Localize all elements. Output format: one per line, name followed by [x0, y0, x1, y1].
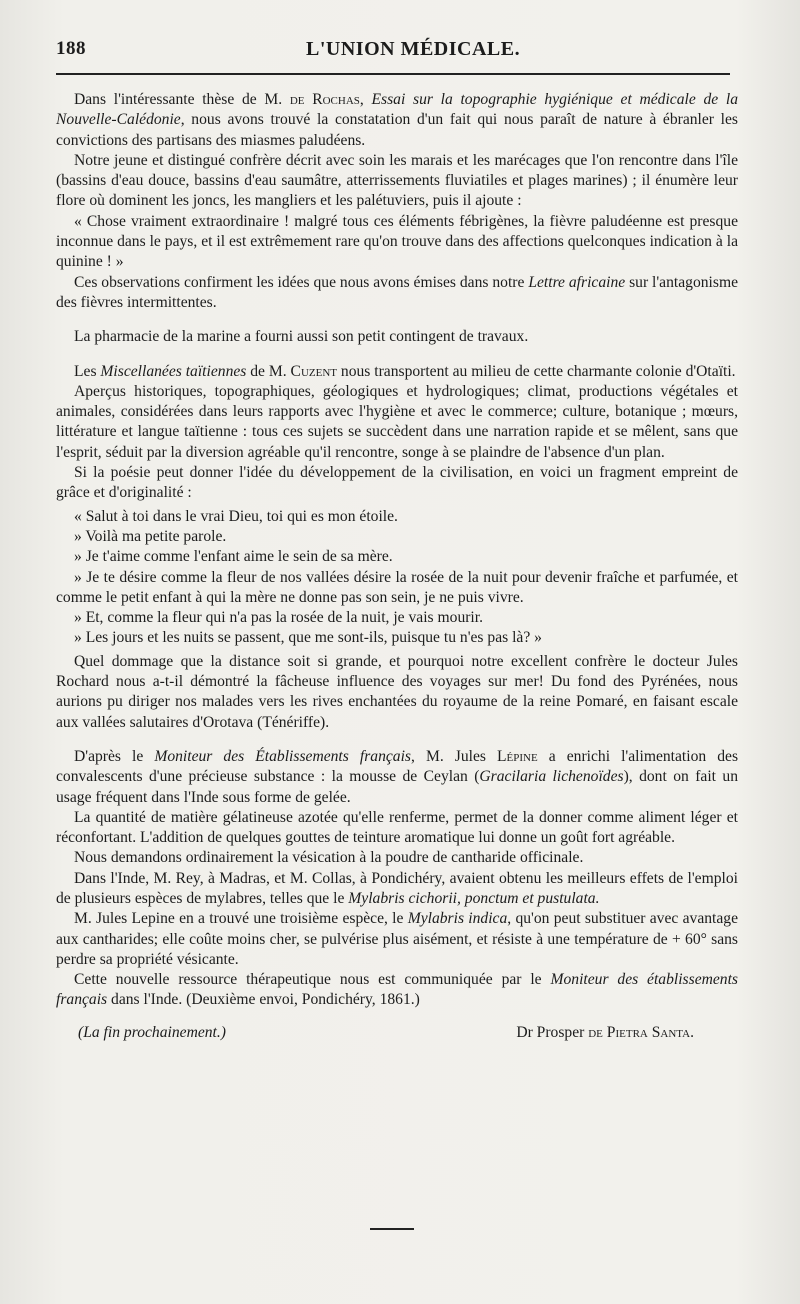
paragraph: Notre jeune et distingué confrère décrit avec soin les marais et les marécages que l'on rencontre dans l'île (bassins d'eau douce, bassins d'eau saumâtre, atterrissements fluviatiles et plages marines) ; il énumère leur flore où dominent les joncs, les mangliers et les palétuviers, puis il ajoute :: [56, 151, 738, 210]
work-title: Miscellanées taïtiennes: [100, 362, 247, 380]
species-name: Gracilaria lichenoïdes: [479, 768, 624, 786]
text: sur l'antagonisme des fièvres intermittentes.: [56, 273, 739, 311]
paragraph: Si la poésie peut donner l'idée du développement de la civilisation, en voici un fragment empreint de grâce et d'originalité :: [56, 464, 738, 502]
text: Dans l'Inde, M. Rey, à Madras, et M. Collas, à Pondichéry, avaient obtenu les meilleurs effets de l'emploi de plusieurs espèces de mylabres, telles que le: [56, 869, 738, 907]
end-rule: [370, 1228, 414, 1230]
paragraph: Aperçus historiques, topographiques, géologiques et hydrologiques; climat, productions végétales et animales, considérées dans leurs rapports avec l'hygiène et avec le commerce; culture, botanique ; mœurs, littérature et langue taïtienne : tous ces sujets se succèdent dans une narration rapide et se mêlent, sans que l'esprit, séduit par la diversion agréable qu'il rencontre, songe à se plaindre de l'absence d'un plan.: [56, 382, 738, 461]
signature-name: de Pietra Santa.: [588, 1023, 694, 1041]
work-title: Moniteur des établissements français: [56, 971, 738, 1009]
page-header: [56, 38, 738, 72]
paragraph: [56, 970, 738, 1011]
section-gap: [56, 348, 738, 362]
author-name: Lépine: [497, 747, 538, 765]
quote-paragraph: « Chose vraiment extraordinaire ! malgré tous ces éléments fébrigènes, la fièvre paludéenne est presque inconnue dans le pays, et il est extrêmement rare qu'on trouve dans des affections quelconques indication à la quinine ! »: [56, 212, 738, 271]
work-title: Moniteur des Établissements français: [154, 747, 411, 765]
poem-line: » Voilà ma petite parole.: [74, 527, 227, 545]
species-name: Mylabris indica: [407, 910, 508, 928]
poem-fragment: [56, 507, 738, 649]
section-gap: [56, 733, 738, 747]
paragraph: Quel dommage que la distance soit si grande, et pourquoi notre excellent confrère le docteur Jules Rochard nous a-t-il démontré la fâcheuse influence des voyages sur mer! Du fond des Pyrénées, nous aurions pu diriger nos malades vers les rives enchantées du royaume de la reine Pomaré, en faisant escale aux vallées salutaires d'Orotava (Ténériffe).: [56, 652, 738, 731]
text: a enrichi l'alimentation des convalescents d'une précieuse substance : la mousse de Ceylan (: [56, 747, 739, 786]
continuation-note: (La fin prochainement.): [78, 1023, 226, 1041]
work-title: Essai sur la topographie hygiénique et médicale de la Nouvelle-Calédonie: [56, 91, 739, 129]
signature: [516, 1023, 694, 1043]
text: Cette nouvelle ressource thérapeutique nous est communiquée par le: [74, 971, 551, 989]
text: , M. Jules: [411, 747, 498, 765]
page-number: 188: [56, 38, 86, 59]
text: Les: [74, 362, 101, 380]
paragraph: [56, 869, 738, 910]
poem-line: » Je t'aime comme l'enfant aime le sein de sa mère.: [74, 548, 393, 566]
species-name: Mylabris cichorii, ponctum et pustulata.: [348, 889, 600, 907]
paragraph: La pharmacie de la marine a fourni aussi son petit contingent de travaux.: [74, 328, 529, 346]
paragraph: [56, 747, 738, 808]
text: Dans l'intéressante thèse de M.: [74, 91, 290, 108]
header-rule: [56, 73, 730, 75]
poem-line: » Je te désire comme la fleur de nos vallées désire la rosée de la nuit pour devenir fraîche et parfumée, et comme le petit enfant à qui la mère ne donne pas son sein, je ne puis vivre.: [56, 568, 738, 606]
signature-prefix: Dr Prosper: [516, 1023, 589, 1041]
article-body: [56, 90, 738, 1043]
text: de M.: [246, 362, 291, 380]
author-name: Cuzent: [290, 362, 337, 380]
paragraph: La quantité de matière gélatineuse azotée qu'elle renferme, permet de la donner comme aliment léger et réconfortant. L'addition de quelques gouttes de teinture aromatique lui donne un goût fort agréable.: [56, 808, 738, 847]
text: ,: [359, 91, 372, 108]
poem-line: » Et, comme la fleur qui n'a pas la rosée de la nuit, je vais mourir.: [74, 609, 483, 627]
paragraph: [56, 273, 738, 314]
work-title: Lettre africaine: [528, 273, 626, 291]
text: , qu'on peut substituer avec avantage aux cantharides; elle coûte moins cher, se pulvérise plus aisément, et résiste à une température de + 60° sans perdre sa propriété vésicante.: [56, 910, 739, 968]
author-name: de Rochas: [289, 91, 360, 108]
paragraph: [56, 909, 738, 970]
running-title: L'UNION MÉDICALE.: [306, 38, 521, 60]
text: , nous avons trouvé la constatation d'un fait qui nous paraît de nature à ébranler les convictions des partisans des miasmes paludéens.: [56, 111, 738, 149]
text: dans l'Inde. (Deuxième envoi, Pondichéry, 1861.): [107, 991, 420, 1009]
text: M. Jules Lepine en a trouvé une troisième espèce, le: [74, 910, 408, 928]
paragraph: Nous demandons ordinairement la vésication à la poudre de cantharide officinale.: [74, 849, 584, 867]
section-gap: [56, 313, 738, 327]
text: nous transportent au milieu de cette charmante colonie d'Otaïti.: [337, 362, 736, 380]
signature-line: [56, 1023, 738, 1043]
paragraph: [56, 90, 738, 151]
text: D'après le: [74, 747, 155, 765]
paragraph: [56, 362, 738, 382]
poem-line: » Les jours et les nuits se passent, que me sont-ils, puisque tu n'es pas là? »: [74, 629, 542, 647]
text: ), dont on fait un usage fréquent dans l'Inde sous forme de gelée.: [56, 768, 739, 806]
poem-line: « Salut à toi dans le vrai Dieu, toi qui es mon étoile.: [74, 507, 398, 525]
text: Ces observations confirment les idées que nous avons émises dans notre: [74, 273, 529, 291]
